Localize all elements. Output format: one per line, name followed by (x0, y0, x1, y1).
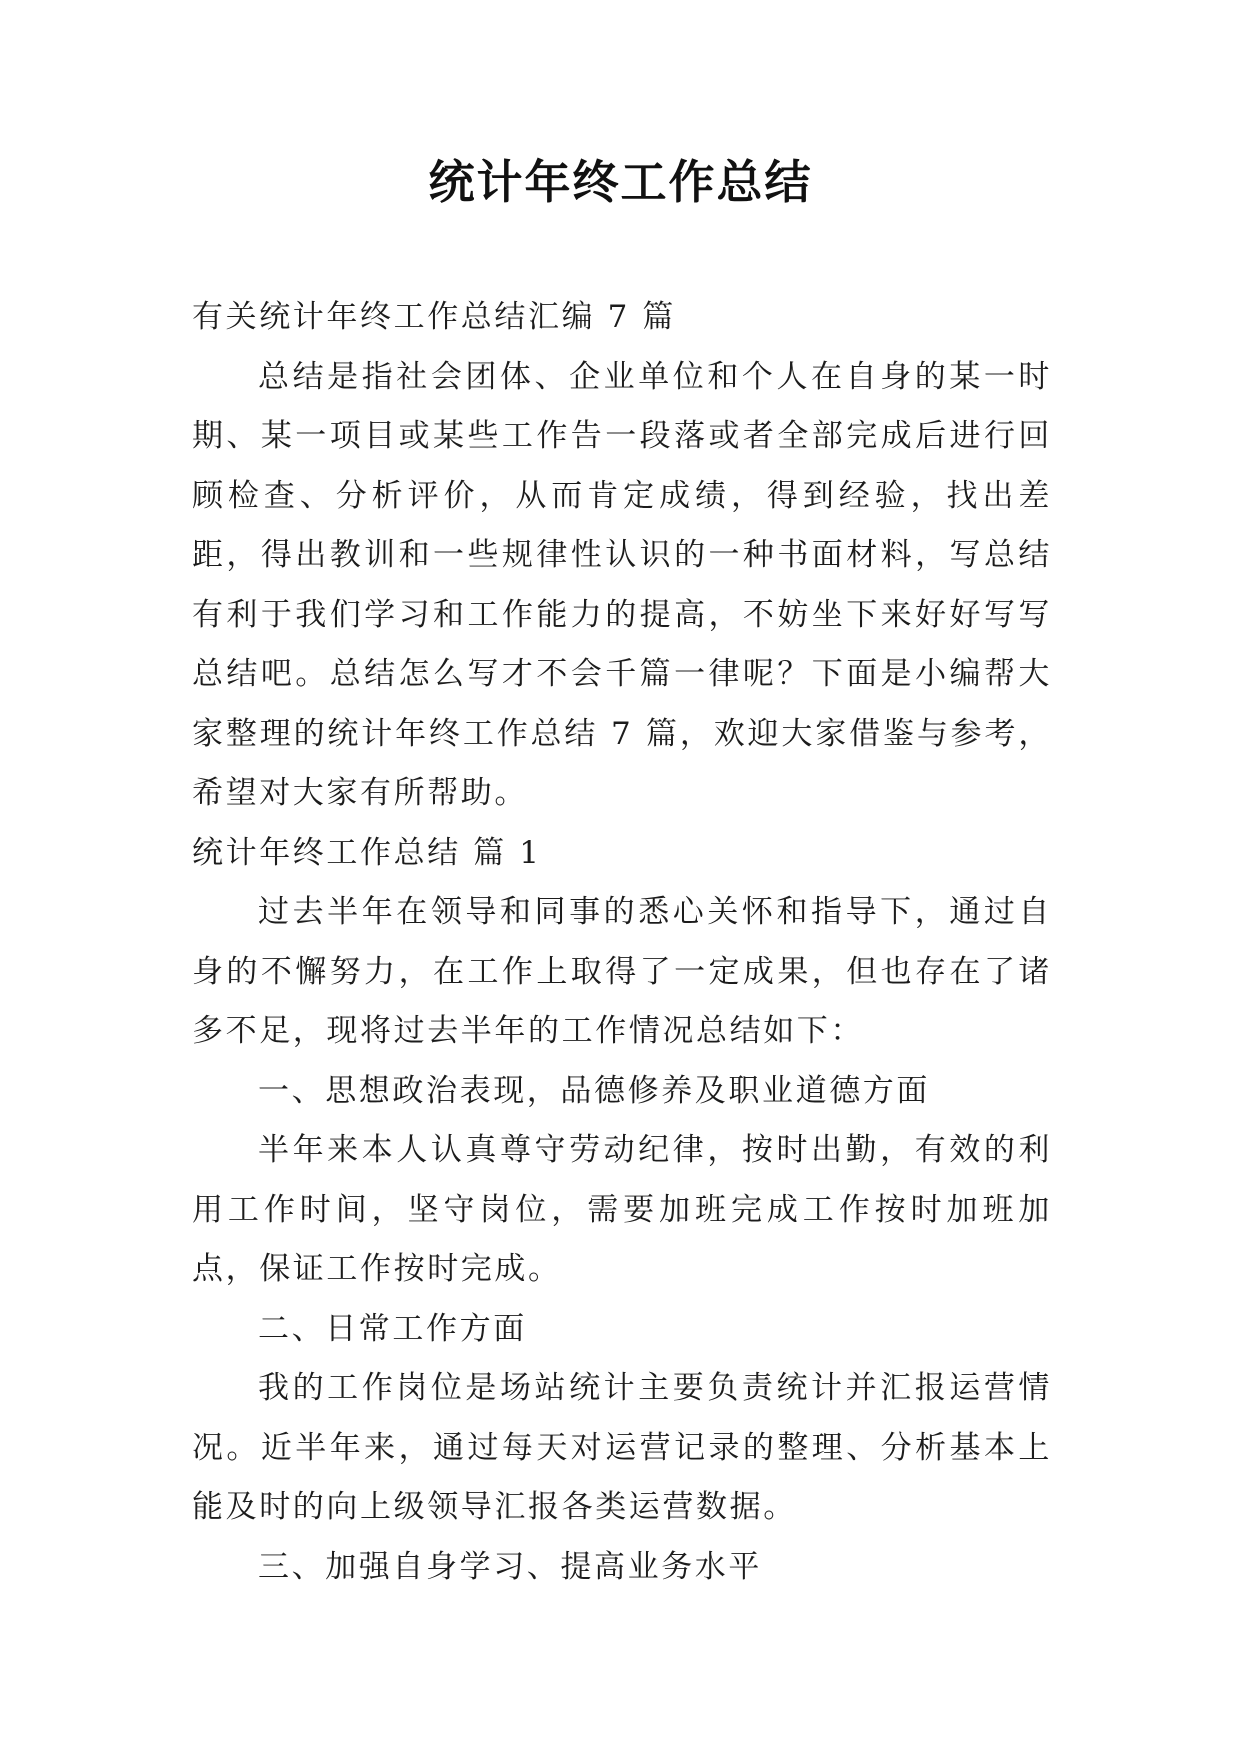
point-heading-2: 二、日常工作方面 (258, 1310, 527, 1347)
document-title: 统计年终工作总结 (428, 155, 813, 209)
section-intro-paragraph: 过去半年在领导和同事的悉心关怀和指导下，通过自身的不懈努力，在工作上取得了一定成果，但也存在了诸多不足，现将过去半年的工作情况总结如下： (192, 894, 1052, 1049)
point-body-1: 半年来本人认真尊守劳动纪律，按时出勤，有效的利用工作时间，坚守岗位，需要加班完成工作按时加班加点，保证工作按时完成。 (192, 1132, 1052, 1287)
point-heading-1: 一、思想政治表现，品德修养及职业道德方面 (258, 1072, 930, 1109)
intro-paragraph: 总结是指社会团体、企业单位和个人在自身的某一时期、某一项目或某些工作告一段落或者全部完成后进行回顾检查、分析评价，从而肯定成绩，得到经验，找出差距，得出教训和一些规律性认识的一种书面材料，写总结有利于我们学习和工作能力的提高，不妨坐下来好好写写总结吧。总结怎么写才不会千篇一律呢？下面是小编帮大家整理的统计年终工作总结 7 篇，欢迎大家借鉴与参考，希望对大家有所帮助。 (192, 358, 1052, 811)
section-heading: 统计年终工作总结 篇 1 (192, 834, 542, 871)
point-heading-3: 三、加强自身学习、提高业务水平 (258, 1548, 762, 1585)
document-body (192, 288, 1052, 1597)
point-body-2: 我的工作岗位是场站统计主要负责统计并汇报运营情况。近半年来，通过每天对运营记录的整理、分析基本上能及时的向上级领导汇报各类运营数据。 (192, 1370, 1052, 1525)
document-subtitle: 有关统计年终工作总结汇编 7 篇 (192, 299, 677, 335)
